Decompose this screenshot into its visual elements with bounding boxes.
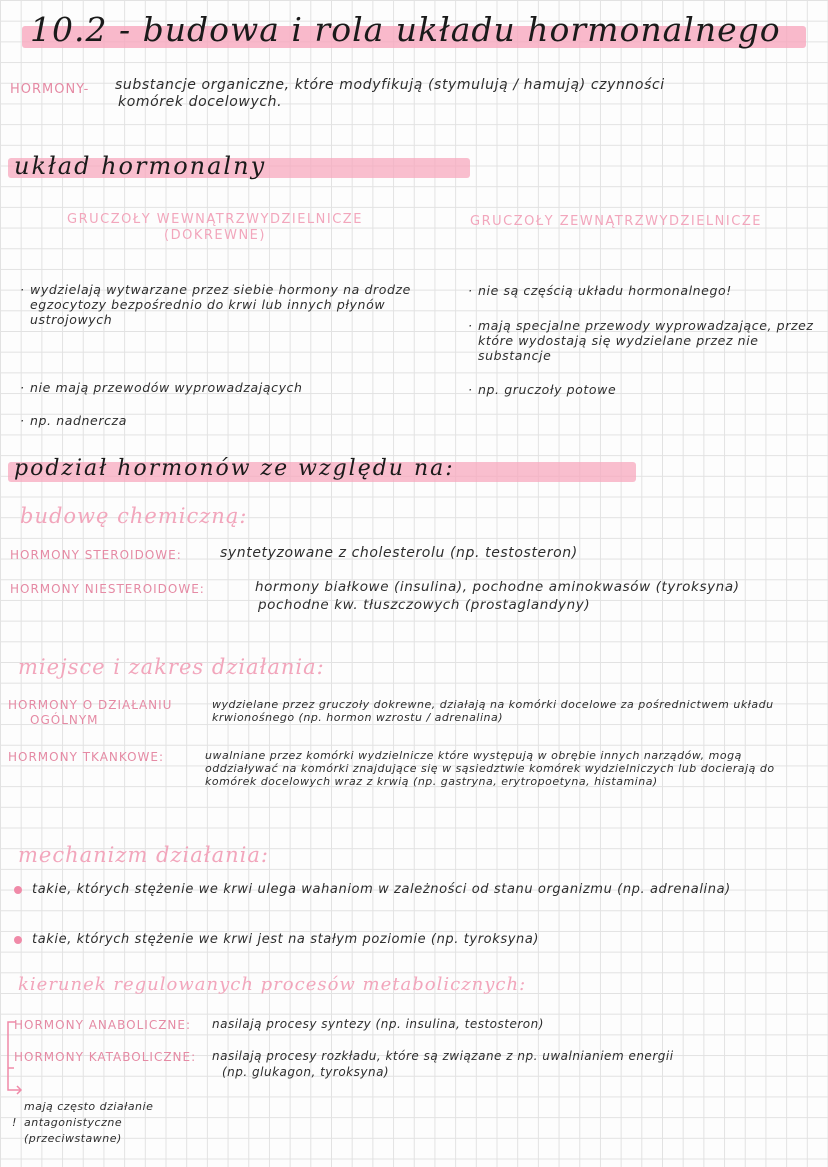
right-col-item-2-text: mają specjalne przewody wyprowadzające, przez które wydostają się wydzielane przez nie substancje	[478, 318, 814, 363]
note-line3: (przeciwstawne)	[24, 1132, 122, 1145]
tkankowe-term: HORMONY TKANKOWE:	[8, 750, 165, 764]
mechanizm-item-1	[14, 882, 784, 897]
right-col-item-3-text: np. gruczoły potowe	[478, 382, 617, 397]
note-line1: mają często działanie	[24, 1100, 154, 1113]
niesteroid-term: HORMONY NIESTEROIDOWE:	[10, 582, 205, 596]
definition-term: HORMONY-	[10, 82, 90, 97]
section1-heading: układ hormonalny	[14, 152, 267, 180]
left-col-heading	[55, 212, 375, 244]
mechanizm-item-2-text: takie, których stężenie we krwi jest na stałym poziomie (np. tyroksyna)	[32, 932, 540, 947]
note-line2: antagonistyczne	[24, 1116, 123, 1129]
right-col-item-2: · mają specjalne przewody wyprowadzające, przez które wydostają się wydzielane przez nie substancje	[468, 318, 814, 363]
left-col-heading-line2: (DOKREWNE)	[164, 228, 266, 243]
mechanizm-item-2	[14, 932, 539, 947]
bullet-dot-icon	[14, 886, 22, 894]
niesteroid-text: hormony białkowe (insulina), pochodne aminokwasów (tyroksyna)	[255, 579, 740, 595]
right-col-item-3: · np. gruczoły potowe	[468, 382, 617, 397]
ogolne-term2: OGÓLNYM	[30, 713, 99, 727]
mechanizm-item-1-text: takie, których stężenie we krwi ulega wahaniom w zależności od stanu organizmu (np. adrenalina)	[32, 882, 731, 897]
mechanizm-heading: mechanizm działania:	[18, 843, 269, 867]
kataboliczne-text2: (np. glukagon, tyroksyna)	[222, 1065, 390, 1079]
left-col-item-2-text: nie mają przewodów wyprowadzających	[30, 380, 303, 395]
tkankowe-text: uwalniane przez komórki wydzielnicze które występują w obrębie innych narządów, mogą oddziaływać na komórki znajdujące się w sąsiedztwie komórek wydzielniczych lub docierają do komórek docelowych wraz z krwią (np. gastryna, erytropoetyna, histamina)	[205, 749, 775, 788]
left-col-heading-line1: GRUCZOŁY WEWNĄTRZWYDZIELNICZE	[67, 212, 363, 227]
ogolne-term: HORMONY O DZIAŁANIU	[8, 698, 173, 712]
left-col-item-2: · nie mają przewodów wyprowadzających	[20, 380, 303, 395]
page-title: 10.2 - budowa i rola układu hormonalnego	[30, 10, 781, 49]
kierunek-heading: kierunek regulowanych procesów metabolicznych:	[18, 974, 527, 995]
left-col-item-1-text: wydzielają wytwarzane przez siebie hormony na drodze egzocytozy bezpośrednio do krwi lub innych płynów ustrojowych	[30, 282, 411, 327]
left-col-item-3: · np. nadnercza	[20, 413, 127, 428]
kataboliczne-text: nasilają procesy rozkładu, które są związane z np. uwalnianiem energii	[212, 1049, 674, 1063]
kataboliczne-term: HORMONY KATABOLICZNE:	[14, 1050, 197, 1064]
definition-text-line2: komórek docelowych.	[118, 94, 283, 110]
miejsce-heading: miejsce i zakres działania:	[18, 655, 325, 679]
left-col-item-3-text: np. nadnercza	[30, 413, 127, 428]
bullet-dot-icon	[14, 936, 22, 944]
right-col-heading: GRUCZOŁY ZEWNĄTRZWYDZIELNICZE	[470, 214, 762, 229]
right-col-item-1: · nie są częścią układu hormonalnego!	[468, 283, 732, 298]
ogolne-text: wydzielane przez gruczoły dokrewne, działają na komórki docelowe za pośrednictwem układu krwionośnego (np. hormon wzrostu / adrenalina)	[212, 698, 774, 724]
steroid-text: syntetyzowane z cholesterolu (np. testosteron)	[220, 545, 578, 561]
right-col-item-1-text: nie są częścią układu hormonalnego!	[478, 283, 732, 298]
anaboliczne-text: nasilają procesy syntezy (np. insulina, testosteron)	[212, 1017, 544, 1031]
definition-text-line1: substancje organiczne, które modyfikują (stymulują / hamują) czynności	[115, 77, 665, 93]
budowa-heading: budowę chemiczną:	[20, 504, 248, 528]
left-col-item-1: · wydzielają wytwarzane przez siebie hormony na drodze egzocytozy bezpośrednio do krwi lub innych płynów ustrojowych	[20, 282, 411, 327]
note-marks: !	[12, 1116, 17, 1129]
steroid-term: HORMONY STEROIDOWE:	[10, 548, 182, 562]
section2-heading: podział hormonów ze względu na:	[14, 456, 455, 481]
niesteroid-text2: pochodne kw. tłuszczowych (prostaglandyny)	[258, 597, 591, 613]
anaboliczne-term: HORMONY ANABOLICZNE:	[14, 1018, 192, 1032]
